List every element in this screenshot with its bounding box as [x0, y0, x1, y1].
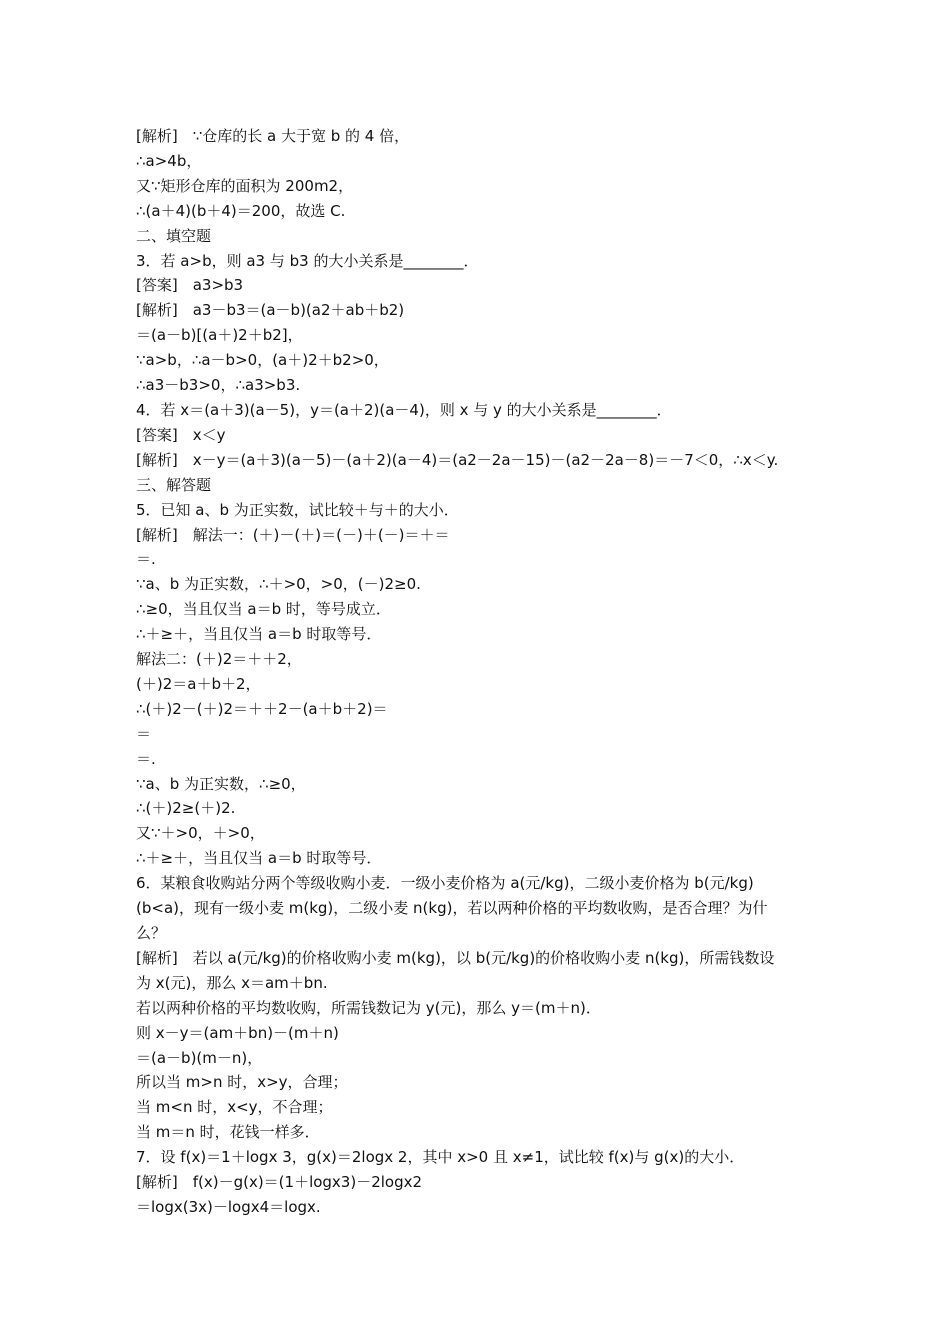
text-line: ∴(＋)2－(＋)2＝＋＋2－(a＋b＋2)＝: [136, 699, 388, 718]
text-line: ∴＋≥＋，当且仅当 a＝b 时取等号．: [136, 849, 382, 868]
text-line: ∴(＋)2≥(＋)2.: [136, 799, 236, 818]
text-line: 么？: [136, 924, 167, 942]
text-line: 5．已知 a、b 为正实数，试比较＋与＋的大小．: [136, 500, 459, 519]
text-line: 3．若 a>b，则 a3 与 b3 的大小关系是________．: [136, 251, 479, 270]
text-line: 6．某粮食收购站分两个等级收购小麦．一级小麦价格为 a(元/kg)，二级小麦价格为 b(元/kg): [136, 874, 754, 893]
text-line: ＝(a－b)[(a＋)2＋b2]，: [136, 326, 303, 345]
document-body: [136, 124, 826, 1220]
text-line: ∵a>b，∴a－b>0，(a＋)2＋b2>0，: [136, 351, 389, 370]
text-line: ∴(a＋4)(b＋4)＝200，故选 C.: [136, 201, 346, 220]
text-line: [解析] x－y＝(a＋3)(a－5)－(a＋2)(a－4)＝(a2－2a－15)－(a2－2a－8)＝－7＜0，∴x＜y.: [136, 450, 779, 469]
text-line: 三、解答题: [136, 475, 212, 494]
text-line: ∴a>4b，: [136, 151, 202, 170]
text-line: (＋)2＝a＋b＋2，: [136, 674, 261, 693]
text-line: ∵a、b 为正实数，∴＋>0，>0，(－)2≥0.: [136, 575, 421, 594]
text-line: [答案] a3>b3: [136, 276, 244, 295]
text-line: [解析] a3－b3＝(a－b)(a2＋ab＋b2): [136, 301, 405, 320]
text-line: 解法二：(＋)2＝＋＋2，: [136, 650, 302, 669]
text-line: 当 m<n 时，x<y，不合理；: [136, 1098, 333, 1117]
text-line: [解析] 解法一：(＋)－(＋)＝(－)＋(－)＝＋＝: [136, 525, 450, 544]
text-line: ＝(a－b)(m－n)，: [136, 1048, 263, 1067]
text-line: [解析] 若以 a(元/kg)的价格收购小麦 m(kg)，以 b(元/kg)的价格收购小麦 n(kg)，所需钱数设: [136, 948, 775, 967]
text-line: 二、填空题: [136, 226, 212, 245]
text-line: 又∵＋>0，＋>0，: [136, 824, 265, 843]
text-line: ＝: [136, 724, 152, 743]
text-line: 7．设 f(x)＝1＋logx 3，g(x)＝2logx 2，其中 x>0 且 x≠1，试比较 f(x)与 g(x)的大小．: [136, 1148, 745, 1167]
text-line: 4．若 x＝(a＋3)(a－5)，y＝(a＋2)(a－4)，则 x 与 y 的大小关系是________．: [136, 400, 672, 419]
text-line: 为 x(元)，那么 x＝am＋bn.: [136, 973, 328, 992]
text-line: 若以两种价格的平均数收购，所需钱数记为 y(元)，那么 y＝(m＋n)．: [136, 998, 601, 1017]
text-line: [答案] x＜y: [136, 425, 226, 444]
text-line: 则 x－y＝(am＋bn)－(m＋n): [136, 1023, 339, 1042]
text-line: 所以当 m>n 时，x>y，合理；: [136, 1073, 348, 1092]
text-line: [解析] ∵仓库的长 a 大于宽 b 的 4 倍，: [136, 127, 410, 145]
text-line: ∴a3－b3>0，∴a3>b3.: [136, 376, 301, 395]
text-line: [解析] f(x)－g(x)＝(1＋logx3)－2logx2: [136, 1173, 423, 1192]
text-line: ＝logx(3x)－logx4＝logx.: [136, 1197, 321, 1216]
text-line: ∵a、b 为正实数，∴≥0，: [136, 774, 306, 793]
text-line: ＝.: [136, 550, 156, 569]
text-line: (b<a)，现有一级小麦 m(kg)，二级小麦 n(kg)，若以两种价格的平均数收购，是否合理？为什: [136, 899, 768, 918]
text-line: 当 m＝n 时，花钱一样多．: [136, 1123, 320, 1142]
text-line: ∴≥0，当且仅当 a＝b 时，等号成立．: [136, 600, 391, 619]
text-line: ＝.: [136, 749, 156, 768]
text-line: ∴＋≥＋，当且仅当 a＝b 时取等号．: [136, 625, 382, 644]
text-line: 又∵矩形仓库的面积为 200m2，: [136, 176, 354, 195]
